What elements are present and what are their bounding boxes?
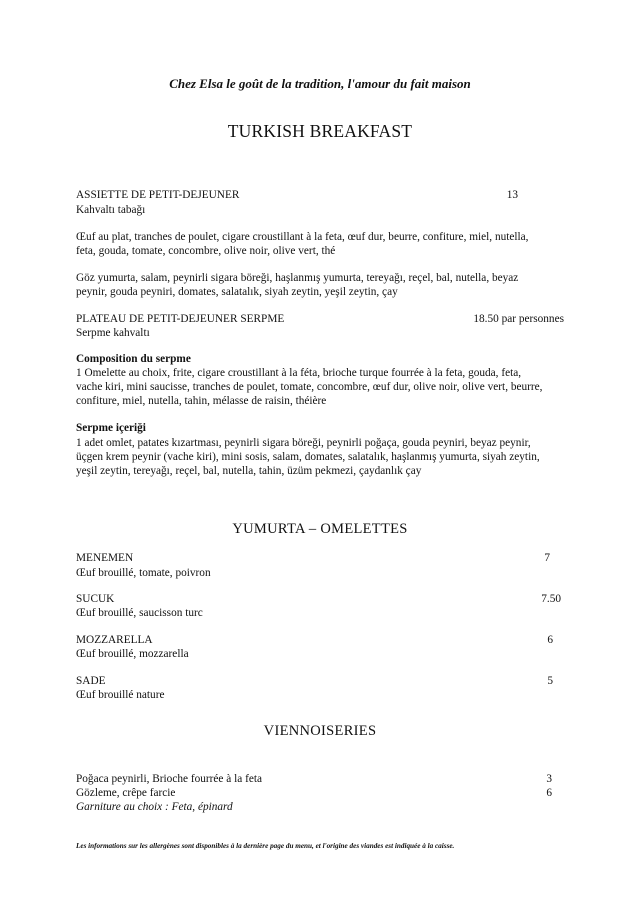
tagline: Chez Elsa le goût de la tradition, l'amour du fait maison <box>169 76 471 91</box>
allergen-footnote: Les informations sur les allergènes sont disponibles à la dernière page du menu, et l'origine des viandes est indiquée à la caisse. <box>76 842 455 850</box>
plateau-price: 18.50 par personnes <box>473 313 564 325</box>
sade-name: SADE <box>76 675 106 687</box>
sucuk-name: SUCUK <box>76 593 115 605</box>
page-title: TURKISH BREAKFAST <box>227 121 413 141</box>
mozzarella-name: MOZZARELLA <box>76 634 153 646</box>
mozzarella-desc: Œuf brouillé, mozzarella <box>76 648 189 660</box>
plateau-name: PLATEAU DE PETIT-DEJEUNER SERPME <box>76 313 285 325</box>
menemen-desc: Œuf brouillé, tomate, poivron <box>76 567 211 579</box>
assiette-desc-fr-line-1: Œuf au plat, tranches de poulet, cigare croustillant à la feta, œuf dur, beurre, confiture, miel, nutella, <box>76 231 529 243</box>
sade-desc: Œuf brouillé nature <box>76 689 165 701</box>
assiette-name: ASSIETTE DE PETIT-DEJEUNER <box>76 189 240 201</box>
assiette-price: 13 <box>506 189 518 201</box>
gozleme-price: 6 <box>546 787 552 799</box>
composition-line-1: 1 Omelette au choix, frite, cigare croustillant à la féta, brioche turque fourrée à la feta, gouda, feta, <box>76 367 522 379</box>
assiette-desc-tr-line-2: peynir, gouda peyniri, domates, salatalık, siyah zeytin, yeşil zeytin, çay <box>76 286 398 298</box>
serpme-title: Serpme içeriği <box>76 422 146 434</box>
mozzarella-price: 6 <box>547 634 553 646</box>
pogaca-name: Poğaca peynirli, Brioche fourrée à la feta <box>76 773 262 785</box>
viennoiseries-title: VIENNOISERIES <box>263 723 377 739</box>
serpme-line-1: 1 adet omlet, patates kızartması, peynirli sigara böreği, peynirli poğaça, gouda peyniri, beyaz peynir, <box>76 437 531 449</box>
omelettes-title: YUMURTA – OMELETTES <box>232 521 408 537</box>
garniture-note: Garniture au choix : Feta, épinard <box>76 801 233 813</box>
composition-title: Composition du serpme <box>76 353 191 365</box>
assiette-desc-tr-line-1: Göz yumurta, salam, peynirli sigara böreği, haşlanmış yumurta, tereyağı, reçel, bal, nutella, beyaz <box>76 272 519 284</box>
sucuk-desc: Œuf brouillé, saucisson turc <box>76 607 203 619</box>
assiette-subtitle: Kahvaltı tabağı <box>76 204 146 216</box>
menemen-name: MENEMEN <box>76 552 134 564</box>
assiette-desc-fr-line-2: feta, gouda, tomate, concombre, olive noir, olive vert, thé <box>76 245 336 257</box>
composition-line-2: vache kiri, mini saucisse, tranches de poulet, tomate, concombre, œuf dur, olive noir, olive vert, beurre, <box>76 381 543 393</box>
menemen-price: 7 <box>544 552 550 564</box>
serpme-line-2: üçgen krem peynir (vache kiri), mini sosis, salam, domates, salatalık, haşlanmış yumurta, siyah zeytin, <box>76 451 540 463</box>
pogaca-price: 3 <box>546 773 552 785</box>
sucuk-price: 7.50 <box>541 593 561 605</box>
serpme-line-3: yeşil zeytin, tereyağı, reçel, bal, nutella, tahin, üzüm pekmezi, çaydanlık çay <box>76 465 422 477</box>
sade-price: 5 <box>547 675 553 687</box>
plateau-subtitle: Serpme kahvaltı <box>76 327 150 339</box>
composition-line-3: confiture, miel, nutella, tahin, mélasse de raisin, théière <box>76 395 327 407</box>
gozleme-name: Gözleme, crêpe farcie <box>76 787 176 799</box>
